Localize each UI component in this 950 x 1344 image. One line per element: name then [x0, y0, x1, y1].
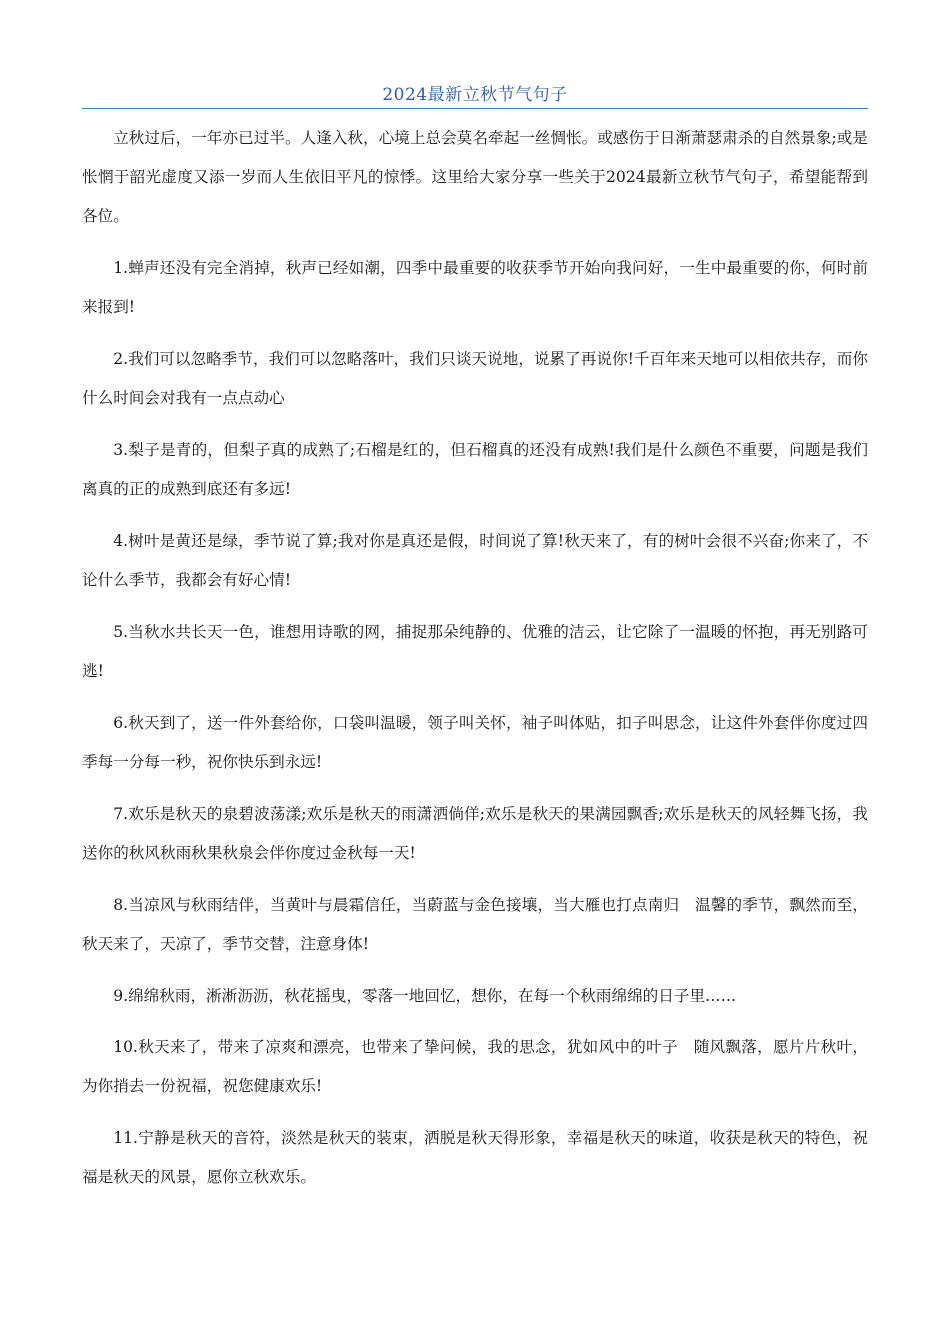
intro-paragraph: 立秋过后，一年亦已过半。人逢入秋，心境上总会莫名牵起一丝惆怅。或感伤于日渐萧瑟肃杀的自然景象;或是怅惘于韶光虚度又添一岁而人生依旧平凡的惊悸。这里给大家分享一些关于2024最新立秋节气句子，希望能帮到各位。: [82, 129, 868, 225]
list-item: 6.秋天到了，送一件外套给你，口袋叫温暖，领子叫关怀，袖子叫体贴，扣子叫思念，让这件外套伴你度过四季每一分每一秒，祝你快乐到永远!: [82, 714, 868, 771]
list-item: 10.秋天来了，带来了凉爽和漂亮，也带来了挚问候，我的思念，犹如风中的叶子 随风飘落，愿片片秋叶，为你捎去一份祝福，祝您健康欢乐!: [82, 1038, 868, 1095]
document-body: [82, 119, 868, 1210]
page-title: 2024最新立秋节气句子: [382, 85, 568, 105]
list-item: 5.当秋水共长天一色，谁想用诗歌的网，捕捉那朵纯静的、优雅的洁云，让它除了一温暖的怀抱，再无别路可逃!: [82, 623, 868, 680]
list-item: 8.当凉风与秋雨结伴，当黄叶与晨霜信任，当蔚蓝与金色接壤，当大雁也打点南归 温馨的季节，飘然而至，秋天来了，天凉了，季节交替，注意身体!: [82, 896, 868, 953]
list-item: 3.梨子是青的，但梨子真的成熟了;石榴是红的，但石榴真的还没有成熟!我们是什么颜色不重要，问题是我们离真的正的成熟到底还有多远!: [82, 441, 868, 498]
list-item: 11.宁静是秋天的音符，淡然是秋天的装束，洒脱是秋天得形象，幸福是秋天的味道，收获是秋天的特色，祝福是秋天的风景，愿你立秋欢乐。: [82, 1129, 868, 1186]
title-divider: [82, 108, 868, 109]
list-item: 9.绵绵秋雨，淅淅沥沥，秋花摇曳，零落一地回忆，想你，在每一个秋雨绵绵的日子里……: [113, 987, 737, 1005]
list-item: 7.欢乐是秋天的泉碧波荡漾;欢乐是秋天的雨潇洒倘佯;欢乐是秋天的果满园飘香;欢乐是秋天的风轻舞飞扬，我送你的秋风秋雨秋果秋泉会伴你度过金秋每一天!: [82, 805, 868, 862]
list-item: 4.树叶是黄还是绿，季节说了算;我对你是真还是假，时间说了算!秋天来了，有的树叶会很不兴奋;你来了，不论什么季节，我都会有好心情!: [82, 532, 868, 589]
list-item: 2.我们可以忽略季节，我们可以忽略落叶，我们只谈天说地，说累了再说你!千百年来天地可以相依共存，而你什么时间会对我有一点点动心: [82, 350, 868, 407]
list-item: 1.蝉声还没有完全消掉，秋声已经如潮，四季中最重要的收获季节开始向我问好，一生中最重要的你，何时前来报到!: [82, 259, 868, 316]
